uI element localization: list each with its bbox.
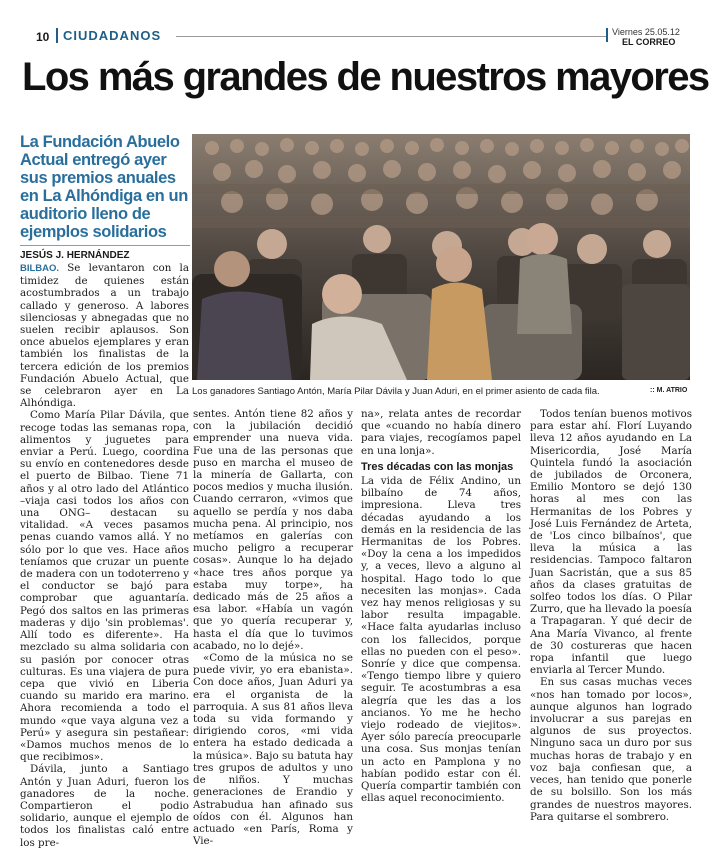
article-column-1 <box>20 262 189 849</box>
auditorium-photo <box>192 134 690 380</box>
paragraph: sentes. Antón tiene 82 años y con la jubilación decidió emprender una nueva vida. Fue una de las personas que puso en marcha el museo de la minería de Gallarta, con pocos medios y mucha ilusión. Cuando cerraron, «vimos que aquello se perdía y nos daba mucha pena. Al principio, nos metíamos en galerías con mucho peligro a recuperar cosas». Aunque lo ha dejado «hace tres años porque ya estaba muy torpe», ha dedicado más de 25 años a esa labor. «Había un vagón que yo quería recuperar y, hasta el día que lo tuvimos acabado, no lo dejé». <box>193 408 353 652</box>
paragraph: En sus casas muchas veces «nos han tomado por locos», aunque algunos han logrado involucrar a sus parejas en algunos de sus proyectos. Ninguno saca un duro por sus muchas horas de trabajo y en voz baja confiesan que, a veces, han tenido que ponerle de su bolsillo. Son los más grandes de nuestros mayores. Para quitarse el sombrero. <box>530 676 692 823</box>
paragraph: na», relata antes de recordar que «cuando no había dinero para viajes, recogíamos papel en una lonja». <box>361 408 521 457</box>
page-header <box>0 0 712 50</box>
article-column-4 <box>530 408 692 823</box>
article-column-2 <box>193 408 353 847</box>
paragraph: La vida de Félix Andino, un bilbaíno de 74 años, impresiona. Lleva tres décadas ayudando a los demás en la residencia de las Hermanitas de los Pobres. «Doy la cena a los impedidos y, a veces, llevo a alguno al hospital. Hago todo lo que necesiten las monjas». Cada vez hay menos religiosas y su labor resulta impagable. «Hace falta ayudarlas incluso con los fallecidos, porque ellas no pueden con el peso». Sonríe y dice que compensa. «Tengo tiempo libre y quiero seguir. Te acostumbras a esa alegría que les das a los ancianos. Yo me he hecho viejo rodeado de viejitos». Ayer sólo parecía preocuparle una cosa. Sus monjas tenían un acto en Pamplona y no habían podido estar con él. Quería compartir también con ellas aquel reconocimiento. <box>361 475 521 805</box>
lead-paragraph <box>20 262 189 409</box>
photo-credit: :: M. ATRIO <box>650 387 688 394</box>
section-rule <box>176 36 606 37</box>
article-deck: La Fundación Abuelo Actual entregó ayer sus premios anuales en La Alhóndiga en un auditorio lleno de ejemplos solidarios <box>20 133 188 241</box>
subheading: Tres décadas con las monjas <box>361 460 514 473</box>
paragraph: Como María Pilar Dávila, que recoge todas las semanas ropa, alimentos y juguetes para enviar a Perú. Luego, coordina su envío en contenedores desde el puerto de Bilbao. Tiene 71 años y al otro lado del Atlántico –viaja casi todos los años con una ONG– destacan su vitalidad. «A veces pasamos penas cuando vamos allá. Y no sólo por lo que ves. Hace años teníamos que cruzar un puente de madera con un todoterreno y el conductor se bajó para comprobar que aguantaría. Pegó dos saltos en las primeras maderas y dijo 'sin problemas'. Allí todo es diferente». Ha mezclado su alma solidaria con su pasión por conocer otras culturas. Es una viajera de pura cepa que vivió en Liberia cuando su marido era marino. Ahora recomienda a todo el mundo «que vaya alguna vez a Perú» y asegura sin pestañear: «Damos muchos menos de lo que recibimos». <box>20 409 189 764</box>
audience-illustration <box>192 134 690 380</box>
dateline-city: BILBAO. <box>20 263 60 274</box>
byline: JESÚS J. HERNÁNDEZ <box>20 245 190 261</box>
headline: Los más grandes de nuestros mayores <box>22 55 709 99</box>
newspaper-name: EL CORREO <box>622 37 676 47</box>
photo-caption: Los ganadores Santiago Antón, María Pilar Dávila y Juan Aduri, en el primer asiento de cada fila. <box>192 386 600 397</box>
issue-date: Viernes 25.05.12 <box>612 27 680 37</box>
section-label: CIUDADANOS <box>56 28 161 43</box>
section-rule-end <box>606 28 608 42</box>
paragraph: «Como de la música no se puede vivir, yo era ebanista». Con doce años, Juan Aduri ya era el organista de la parroquia. A sus 81 años lleva toda su vida formando y dirigiendo coros, «mi vida entera ha estado dedicada a la música». Bajo su batuta hay tres grupos de adultos y uno de niños. Y muchas generaciones de Erandio y Astrabudua han afinado sus oídos con él. Algunos han actuado «en París, Roma y Vie- <box>193 652 353 848</box>
page-number: 10 <box>36 30 50 44</box>
article-column-3 <box>361 408 521 805</box>
paragraph: Todos tenían buenos motivos para estar ahí. Florí Luyando lleva 12 años ayudando en La Misericordia, José María Quintela fundó la asociación de jubilados de Orconera, Emilio Montoro se dejó 130 horas al mes con las Hermanitas de los Pobres y José Luis Fernández de Arteta, de 'Los cinco bilbaínos', que lleva la música a las residencias. Tampoco faltaron Juan Sacristán, que a sus 85 años da clases gratuitas de solfeo todos los días. O Pilar Zurro, que ha llevado la poesía a Trapagaran. Y qué decir de Ana María Vivanco, al frente de 30 costureras que hacen ropa infantil que luego enviarla al Tercer Mundo. <box>530 408 693 677</box>
paragraph: Dávila, junto a Santiago Antón y Juan Aduri, fueron los ganadores de la noche. Compartieron el podio solidario, aunque el ejemplo de todos los finalistas caló entre los pre- <box>20 763 189 849</box>
lead-text: Se levantaron con la timidez de quienes están acostumbrados a un trabajo callado y generoso. A labores silenciosas y abnegadas que no suelen recibir aplausos. Son once abuelos ejemplares y eran también los finalistas de la tercera edición de los premios Fundación Abuelo Actual, que se celebraron ayer en La Alhóndiga. <box>20 262 189 410</box>
